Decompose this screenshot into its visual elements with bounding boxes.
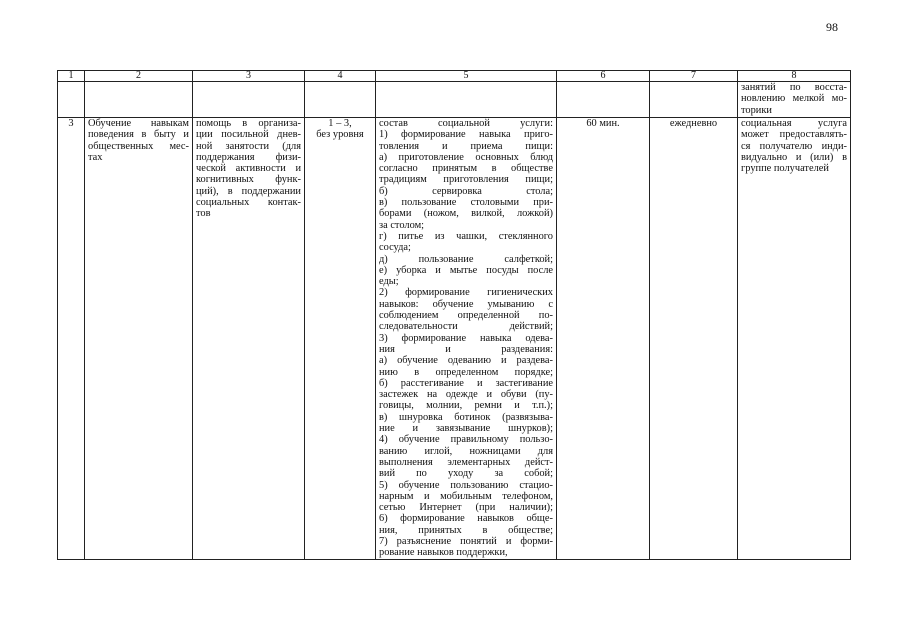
service-description-line: помощь в организа- <box>196 118 301 129</box>
service-content-line: нию в определенном порядке; <box>379 366 553 378</box>
continuation-text-line: занятий по восста- <box>741 82 847 93</box>
header-cell-2: 2 <box>85 71 193 82</box>
service-name-line: тах <box>88 151 103 163</box>
header-cell-1: 1 <box>58 71 85 82</box>
service-content-line: 2) формирование гигиенических <box>379 287 553 299</box>
service-conditions-line: может предоставлять- <box>741 129 847 141</box>
service-content-line: согласно принятым в обществе <box>379 163 553 175</box>
service-content-line: б) расстегивание и застегивание <box>379 377 553 389</box>
service-content-line: ния и раздевания: <box>379 343 553 355</box>
service-duration-cell: 60 мин. <box>557 118 650 560</box>
service-conditions-line: ся получателю инди- <box>741 140 847 152</box>
service-content-line: товления и приема пищи: <box>379 140 553 152</box>
service-name-cell <box>85 118 193 560</box>
service-content-line: выполнения элементарных дейст- <box>379 456 553 468</box>
service-content-line: сетью Интернет (при наличии); <box>379 502 553 514</box>
service-content-line: 5) обучение пользованию стацио- <box>379 479 553 491</box>
service-content-line: сосуда; <box>379 242 411 254</box>
service-content-line: е) уборка и мытье посуды после <box>379 264 553 276</box>
service-description-line: тов <box>196 208 211 220</box>
service-content-line: а) обучение одеванию и раздева- <box>379 355 553 367</box>
service-content-line: в) шнуровка ботинок (развязыва- <box>379 411 553 423</box>
cont-cell-3 <box>193 82 305 118</box>
service-description-line: когнитивных функ- <box>196 174 301 186</box>
service-conditions-line: видуально и (или) в <box>741 151 847 163</box>
service-content-line: 7) разъяснение понятий и форми- <box>379 535 553 547</box>
service-content-line: навыков: обучение умыванию с <box>379 298 553 310</box>
continuation-text-line: новлению мелкой мо- <box>741 93 847 105</box>
service-content-line: а) приготовление основных блюд <box>379 151 553 163</box>
header-cell-6: 6 <box>557 71 650 82</box>
service-content-line: ванию иглой, ножницами для <box>379 445 553 457</box>
service-conditions-line: группе получателей <box>741 163 829 175</box>
cont-cell-4 <box>305 82 376 118</box>
service-content-cell <box>376 118 557 560</box>
service-content-line: борами (ножом, вилкой, ложкой) <box>379 208 553 220</box>
service-name-line: поведения в быту и <box>88 129 189 141</box>
service-content-line: традициям приготовления пищи; <box>379 174 553 186</box>
service-description-line: ций), в поддержании <box>196 185 301 197</box>
service-content-line: говицы, молнии, ремни и т.п.); <box>379 400 553 412</box>
service-content-line: состав социальной услуги: <box>379 118 553 129</box>
cont-cell-2 <box>85 82 193 118</box>
header-cell-7: 7 <box>650 71 738 82</box>
service-description-cell <box>193 118 305 560</box>
service-content-line: соблюдением определенной по- <box>379 310 553 322</box>
cont-cell-1 <box>58 82 85 118</box>
service-volume-cell <box>305 118 376 560</box>
table-row <box>58 118 851 560</box>
service-conditions-cell <box>738 118 851 560</box>
service-content-line: рование навыков поддержки, <box>379 547 508 559</box>
service-frequency-cell: ежедневно <box>650 118 738 560</box>
service-content-line: д) пользование салфеткой; <box>379 253 553 265</box>
service-content-line: за столом; <box>379 219 425 231</box>
service-content-line: б) сервировка стола; <box>379 185 553 197</box>
service-content-line: нарным и мобильным телефоном, <box>379 490 553 502</box>
continuation-text-line: торики <box>741 104 772 116</box>
service-name-line: Обучение навыкам <box>88 118 189 129</box>
services-table <box>57 70 851 560</box>
service-content-line: 6) формирование навыков обще- <box>379 513 553 525</box>
cont-cell-8 <box>738 82 851 118</box>
row-number: 3 <box>58 118 85 560</box>
service-content-line: 1) формирование навыка приго- <box>379 129 553 141</box>
header-row <box>58 71 851 82</box>
service-content-line: ния, принятых в обществе; <box>379 524 553 536</box>
service-description-line: ческой активности и <box>196 163 301 175</box>
cont-cell-6 <box>557 82 650 118</box>
service-volume-line: 1 – 3, <box>328 118 352 129</box>
service-content-line: следовательности действий; <box>379 321 553 333</box>
header-cell-4: 4 <box>305 71 376 82</box>
cont-cell-7 <box>650 82 738 118</box>
service-volume-line: без уровня <box>316 129 364 141</box>
service-content-line: г) питье из чашки, стеклянного <box>379 230 553 242</box>
service-conditions-line: социальная услуга <box>741 118 847 129</box>
service-content-line: 4) обучение правильному пользо- <box>379 434 553 446</box>
service-description-line: ции посильной днев- <box>196 129 301 141</box>
service-content-line: вий по уходу за собой; <box>379 468 553 480</box>
service-content-line: ние и завязывание шнурков); <box>379 423 553 435</box>
service-description-line: поддержания физи- <box>196 151 301 163</box>
service-description-line: ной занятости (для <box>196 140 301 152</box>
page-number: 98 <box>826 20 838 34</box>
service-description-line: социальных контак- <box>196 197 301 209</box>
service-content-line: 3) формирование навыка одева- <box>379 332 553 344</box>
service-content-line: застежек на одежде и обуви (пу- <box>379 389 553 401</box>
header-cell-3: 3 <box>193 71 305 82</box>
service-content-line: в) пользование столовыми при- <box>379 197 553 209</box>
service-content-line: еды; <box>379 276 399 288</box>
header-cell-5: 5 <box>376 71 557 82</box>
continuation-row <box>58 82 851 118</box>
header-cell-8: 8 <box>738 71 851 82</box>
cont-cell-5 <box>376 82 557 118</box>
service-name-line: общественных мес- <box>88 140 189 152</box>
